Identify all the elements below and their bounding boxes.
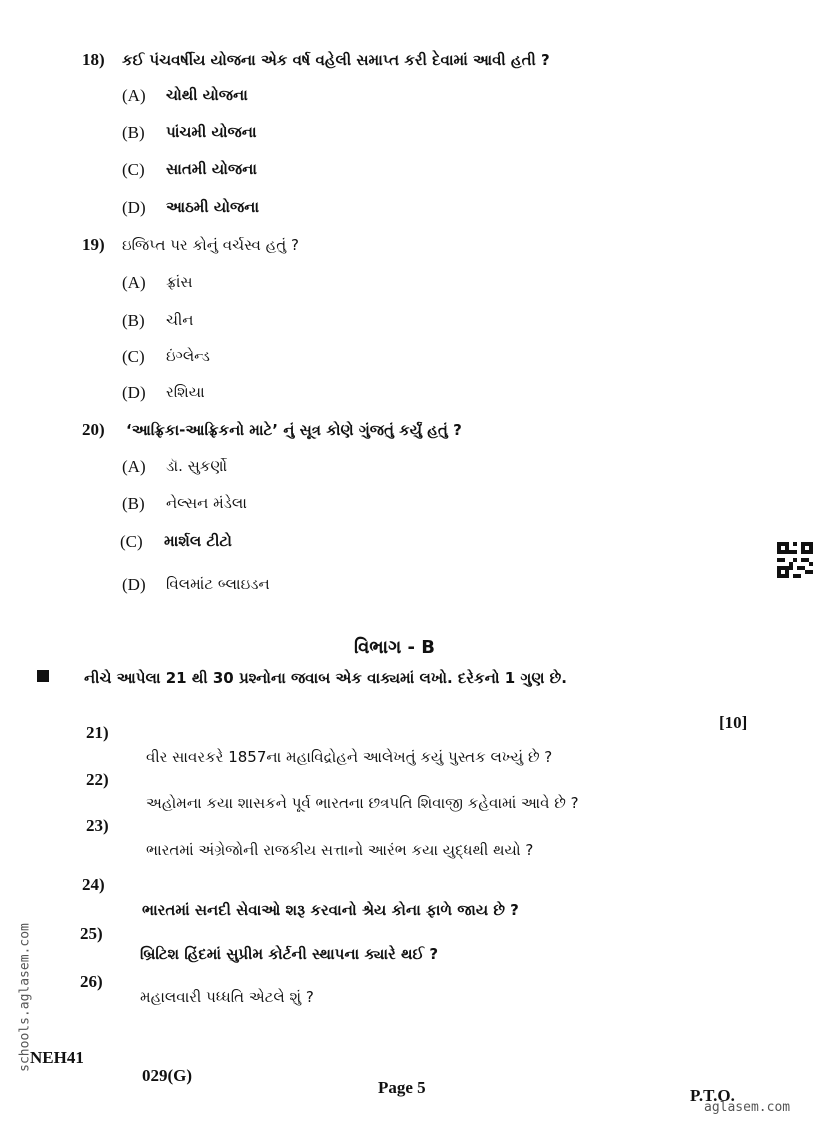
q19-option-d-label: (D) (122, 383, 146, 402)
q18-option-c-label: (C) (122, 160, 145, 179)
q19-number: 19) (82, 235, 105, 254)
q18-option-c-text: સાતમી યોજના (166, 160, 257, 178)
q18-option-b-label: (B) (122, 123, 145, 142)
q21-text: વીર સાવરકરે 1857ના મહાવિદ્રોહને આલેખતું કયું પુસ્તક લખ્યું છે ? (146, 748, 553, 766)
q23-number: 23) (86, 816, 109, 835)
q19-option-a-text: ફ્રાંસ (166, 273, 193, 291)
watermark-side: schools.aglasem.com (17, 923, 33, 1072)
q19-option-c-text: ઇંગ્લેન્ડ (166, 347, 210, 365)
q23-text: ભારતમાં અંગ્રેજોની રાજકીય સત્તાનો આરંભ કયા યુદ્ધથી થયો ? (146, 841, 534, 859)
section-bullet-icon (37, 670, 49, 682)
q20-option-d-label: (D) (122, 575, 146, 594)
page-number: Page 5 (378, 1078, 426, 1097)
qr-code (777, 542, 813, 578)
q26-text: મહાલવારી પધ્ધતિ એટલે શું ? (140, 988, 314, 1006)
q24-number: 24) (82, 875, 105, 894)
q18-option-b-text: પાંચમી યોજના (166, 123, 257, 141)
q20-option-b-label: (B) (122, 494, 145, 513)
section-title: વિભાગ - B (354, 637, 435, 658)
q20-option-d-text: વિલમાંટ બ્લાઇડન (166, 575, 270, 593)
q20-text: ‘આફ્રિકા-આફ્રિકનો માટે’ નું સૂત્ર કોણે ગુંજતું કર્યું હતું ? (126, 421, 462, 439)
q19-option-c-label: (C) (122, 347, 145, 366)
q18-option-a-text: ચોથી યોજના (166, 86, 248, 104)
q19-option-b-label: (B) (122, 311, 145, 330)
q20-number: 20) (82, 420, 105, 439)
q25-text: બ્રિટિશ હિંદમાં સુપ્રીમ કોર્ટની સ્થાપના ક્યારે થઈ ? (140, 945, 439, 963)
q20-option-b-text: નેલ્સન મંડેલા (166, 494, 247, 512)
q20-option-a-text: ડૉ. સુકર્ણો (166, 457, 228, 475)
q18-option-a-label: (A) (122, 86, 146, 105)
q19-option-b-text: ચીન (166, 311, 194, 329)
watermark-bottom: aglasem.com (704, 1100, 791, 1115)
q18-option-d-text: આઠમી યોજના (166, 198, 259, 216)
q19-option-d-text: રશિયા (166, 383, 205, 401)
q18-option-d-label: (D) (122, 198, 146, 217)
q25-number: 25) (80, 924, 103, 943)
q19-text: ઇજિપ્ત પર કોનું વર્ચસ્વ હતું ? (122, 236, 299, 254)
section-marks: [10] (719, 713, 748, 732)
q26-number: 26) (80, 972, 103, 991)
q24-text: ભારતમાં સનદી સેવાઓ શરૂ કરવાનો શ્રેય કોના ફાળે જાય છે ? (142, 901, 519, 919)
section-instruction: નીચે આપેલા 21 થી 30 પ્રશ્નોના જવાબ એક વાક્યમાં લખો. દરેકનો 1 ગુણ છે. (84, 669, 567, 687)
q22-text: અહોમના કયા શાસકને પૂર્વ ભારતના છત્રપતિ શિવાજી કહેવામાં આવે છે ? (146, 794, 579, 812)
q18-number: 18) (82, 50, 105, 69)
exam-code: NEH41 (30, 1048, 84, 1067)
q19-option-a-label: (A) (122, 273, 146, 292)
q20-option-a-label: (A) (122, 457, 146, 476)
pto-label: P.T.O. (690, 1086, 735, 1105)
paper-code: 029(G) (142, 1066, 193, 1085)
q20-option-c-text: માર્શલ ટીટો (164, 532, 232, 550)
q20-option-c-label: (C) (120, 532, 143, 551)
q21-number: 21) (86, 723, 109, 742)
q22-number: 22) (86, 770, 109, 789)
q18-text: કઈ પંચવર્ષીય યોજના એક વર્ષ વહેલી સમાપ્ત કરી દેવામાં આવી હતી ? (122, 51, 550, 69)
